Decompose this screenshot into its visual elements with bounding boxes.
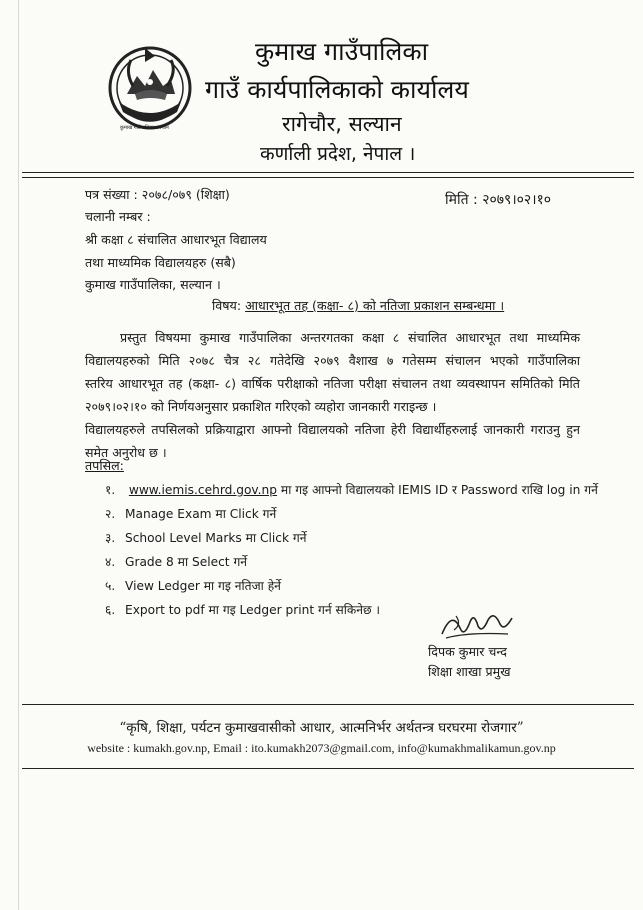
- item-number: २.: [105, 507, 116, 521]
- recipient-line-2: तथा माध्यमिक विद्यालयहरु (सबै): [85, 255, 236, 270]
- footer-divider: [22, 704, 634, 705]
- subject-text: आधारभूत तह (कक्षा- ८) को नतिजा प्रकाशन सम्बन्धमा ।: [245, 298, 505, 313]
- iemis-link[interactable]: www.iemis.cehrd.gov.np: [128, 483, 278, 497]
- header-divider: [22, 172, 634, 173]
- recipient-line-1: श्री कक्षा ८ संचालित आधारभूत विद्यालय: [85, 232, 267, 247]
- footer-contact: website : kumakh.gov.np, Email : ito.kumakh2073@gmail.com, info@kumakhmalikamun.gov.np: [87, 741, 556, 755]
- procedure-item-6: [105, 601, 380, 618]
- subject-label: विषय:: [212, 298, 242, 313]
- province-country: कर्णाली प्रदेश, नेपाल ।: [260, 143, 416, 165]
- subject-line: [212, 297, 504, 314]
- municipality-seal: [105, 42, 195, 132]
- item-text: मा गइ आफ्नो विद्यालयको IEMIS ID र Password राखि log in गर्ने: [277, 483, 598, 497]
- dispatch-number: चलानी नम्बर :: [85, 209, 151, 224]
- signatory-name: दिपक कुमार चन्द: [428, 644, 507, 659]
- procedure-item-4: [105, 553, 247, 570]
- item-text: School Level Marks मा Click गर्ने: [125, 531, 307, 545]
- header-divider-2: [22, 177, 634, 178]
- recipient-line-3: कुमाख गाउँपालिका, सल्यान ।: [85, 277, 221, 292]
- item-text: Manage Exam मा Click गर्ने: [125, 507, 277, 521]
- p1-line-4: २०७९।०२।१० को निर्णयअनुसार प्रकाशित गरिएको व्यहोरा जानकारी गराइन्छ ।: [85, 399, 437, 414]
- procedure-item-2: [105, 505, 276, 522]
- item-text: Grade 8 मा Select गर्ने: [125, 555, 248, 569]
- office-name: गाउँ कार्यपालिकाको कार्यालय: [205, 75, 469, 104]
- procedure-title: तपसिल:: [85, 458, 124, 473]
- item-text: View Ledger मा गइ नतिजा हेर्ने: [125, 579, 281, 593]
- signatory-title: शिक्षा शाखा प्रमुख: [428, 664, 511, 679]
- item-text: Export to pdf मा गइ Ledger print गर्न सकिनेछ ।: [125, 603, 381, 617]
- p2-line-1: विद्यालयहरुले तपसिलको प्रक्रियाद्वारा आफ्नो विद्यालयको नतिजा हेरी विद्यार्थीहरुलाई जानकारी गराउनु हुन: [85, 422, 580, 437]
- item-number: ४.: [105, 555, 116, 569]
- municipality-name: कुमाख गाउँपालिका: [255, 37, 429, 66]
- p1-line-2: विद्यालयहरुको मिति २०७८ चैत्र २८ गतेदेखि २०७९ वैशाख ७ गतेसम्म संचालन भएको गाउँपालिका: [85, 353, 580, 368]
- procedure-item-1: [105, 481, 598, 498]
- body-paragraph-1: [85, 326, 580, 418]
- item-number: ६.: [105, 603, 116, 617]
- p2-line-2: समेत अनुरोध छ ।: [85, 445, 167, 460]
- office-location: रागेचौर, सल्यान: [282, 112, 402, 136]
- handwritten-signature-icon: [438, 604, 518, 644]
- seal-caption: कुमाख गाउँपालिका सल्यान: [120, 125, 169, 131]
- procedure-item-3: [105, 529, 307, 546]
- nepal-emblem-icon: [105, 42, 195, 132]
- signature: [438, 604, 518, 644]
- footer-divider-2: [22, 768, 634, 769]
- p1-line-3: स्तरिय आधारभूत तह (कक्षा- ८) वार्षिक परीक्षाको नतिजा परीक्षा संचालन तथा व्यवस्थापन समितिको मिति: [85, 376, 580, 391]
- reference-number: पत्र संख्या : २०७८/०७९ (शिक्षा): [85, 187, 230, 202]
- letter-date: मिति : २०७९।०२।१०: [445, 192, 552, 208]
- item-number: १.: [105, 483, 116, 497]
- footer-slogan: “कृषि, शिक्षा, पर्यटन कुमाखवासीको आधार, आत्मनिर्भर अर्थतन्त्र घरघरमा रोजगार”: [119, 720, 524, 736]
- page-edge: [18, 0, 19, 910]
- body-paragraph-2: [85, 418, 580, 464]
- item-number: ३.: [105, 531, 116, 545]
- item-number: ५.: [105, 579, 116, 593]
- procedure-item-5: [105, 577, 281, 594]
- p1-line-1: प्रस्तुत विषयमा कुमाख गाउँपालिका अन्तरगतका कक्षा ८ संचालित आधारभूत तथा माध्यमिक: [120, 330, 580, 345]
